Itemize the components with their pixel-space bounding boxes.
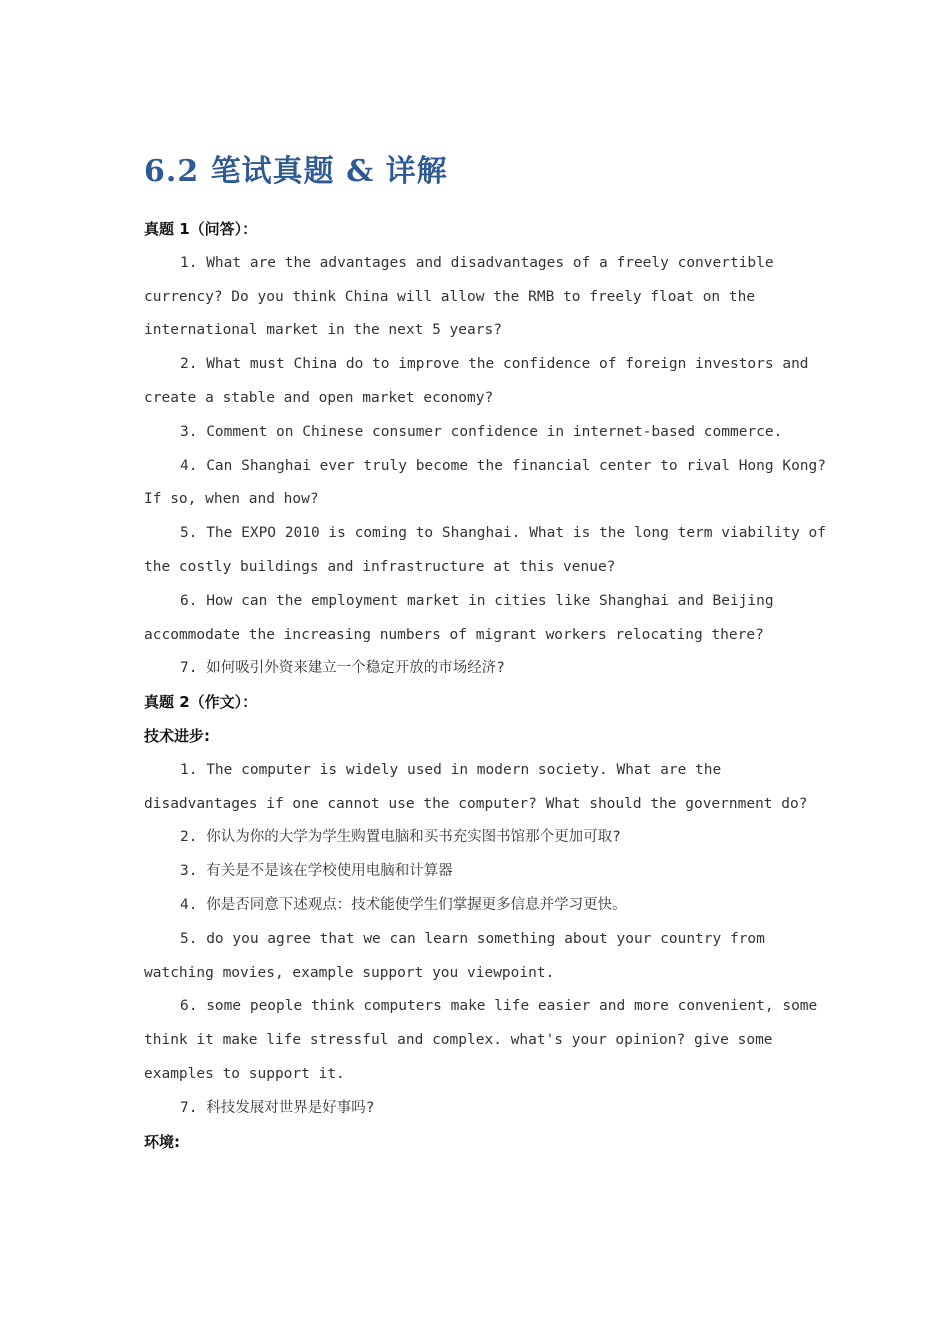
- essay-5-line: watching movies, example support you viewpoint.: [144, 964, 555, 981]
- q1-line: currency? Do you think China will allow the RMB to freely float on the: [144, 288, 756, 305]
- essay-3-line: 3. 有关是不是该在学校使用电脑和计算器: [180, 863, 453, 880]
- essay-6-line: 6. some people think computers make life easier and more convenient, some: [180, 998, 818, 1015]
- q2-line: create a stable and open market economy?: [144, 389, 494, 406]
- page-title: 6.2 笔试真题 & 详解: [144, 154, 448, 189]
- q4-line: If so, when and how?: [144, 491, 319, 508]
- section-1-heading: 真题 1（问答）：: [144, 220, 258, 238]
- essay-4-line: 4. 你是否同意下述观点：技术能使学生们掌握更多信息并学习更快。: [180, 896, 627, 913]
- q6-line: accommodate the increasing numbers of migrant workers relocating there?: [144, 626, 764, 643]
- q5-line: 5. The EXPO 2010 is coming to Shanghai. What is the long term viability of: [180, 525, 827, 542]
- section-2-subheading: 技术进步:: [144, 726, 210, 745]
- q7-line: 7. 如何吸引外资来建立一个稳定开放的市场经济?: [180, 660, 505, 677]
- section-2-heading: 真题 2（作文）：: [144, 693, 258, 712]
- q3-line: 3. Comment on Chinese consumer confidence in internet-based commerce.: [180, 423, 783, 440]
- q5-line: the costly buildings and infrastructure at this venue?: [144, 558, 616, 575]
- q6-line: 6. How can the employment market in cities like Shanghai and Beijing: [180, 592, 774, 609]
- essay-6-line: examples to support it.: [144, 1065, 345, 1082]
- q2-line: 2. What must China do to improve the confidence of foreign investors and: [180, 356, 809, 373]
- environment-heading: 环境:: [144, 1132, 180, 1151]
- essay-6-line: think it make life stressful and complex. what's your opinion? give some: [144, 1032, 773, 1049]
- essay-5-line: 5. do you agree that we can learn something about your country from: [180, 930, 765, 947]
- essay-2-line: 2. 你认为你的大学为学生购置电脑和买书充实图书馆那个更加可取?: [180, 829, 621, 846]
- q4-line: 4. Can Shanghai ever truly become the financial center to rival Hong Kong?: [180, 457, 827, 474]
- q1-line: international market in the next 5 years?: [144, 322, 502, 339]
- essay-1-line: 1. The computer is widely used in modern society. What are the: [180, 761, 722, 778]
- document-body: [144, 213, 827, 1159]
- q1-line: 1. What are the advantages and disadvantages of a freely convertible: [180, 254, 774, 271]
- essay-1-line: disadvantages if one cannot use the computer? What should the government do?: [144, 795, 808, 812]
- essay-7-line: 7. 科技发展对世界是好事吗?: [180, 1099, 375, 1116]
